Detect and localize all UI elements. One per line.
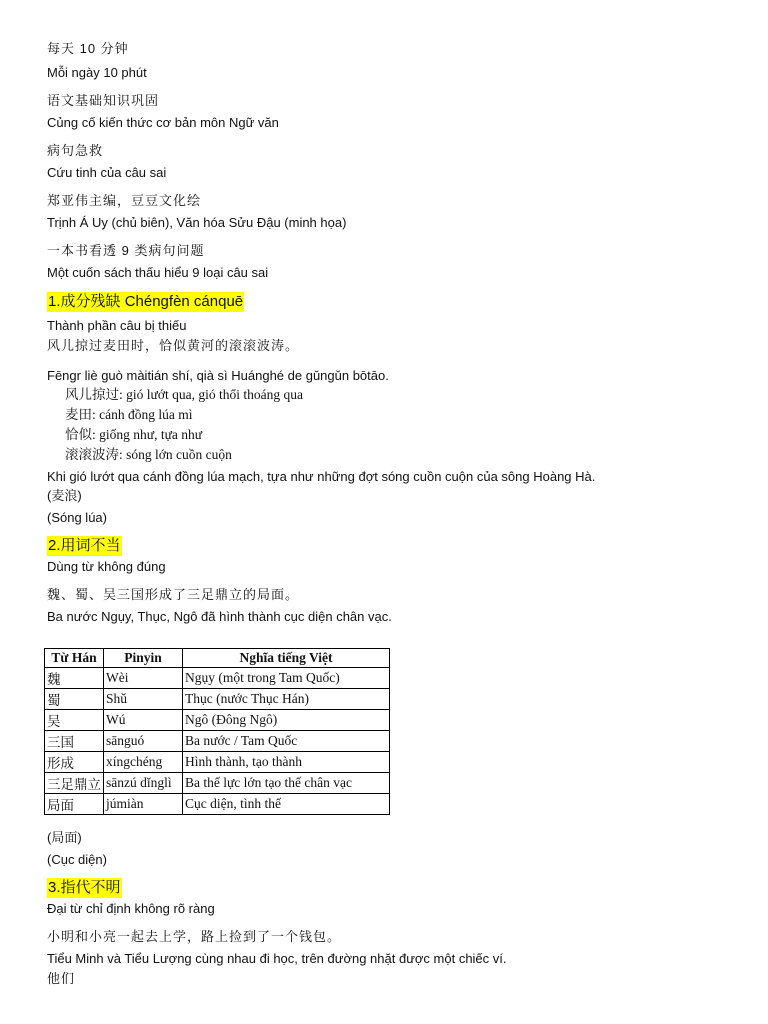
table-cell: Cục diện, tình thế [183,794,390,815]
section1-meaning: Thành phần câu bị thiếu [47,318,187,333]
table-row [45,752,390,773]
table-header: Nghĩa tiếng Việt [183,649,390,668]
intro-book-cn: 病句急救 [47,143,104,158]
table-row [45,731,390,752]
table-cell: Thục (nước Thục Hán) [183,689,390,710]
table-cell: sānguó [104,731,183,752]
intro-book-vi: Cứu tinh của câu sai [47,165,167,180]
table-row [45,773,390,794]
section1-heading [47,292,244,312]
table-cell: xíngchéng [104,752,183,773]
section3-translation: Tiểu Minh và Tiểu Lượng cùng nhau đi học, trên đường nhặt được một chiếc ví. [47,951,507,966]
intro-subtitle-vi: Củng cố kiến thức cơ bản môn Ngữ văn [47,115,279,130]
table-cell: 吴 [45,710,104,731]
table-cell: 三国 [45,731,104,752]
section1-vocab-list [47,385,303,465]
table-row [45,710,390,731]
intro-tagline-cn: 一本书看透 9 类病句问题 [47,243,205,258]
intro-title-cn: 每天 10 分钟 [47,41,129,56]
section1-answer-cn: (麦浪) [47,488,82,503]
section3-meaning: Đại từ chỉ định không rõ ràng [47,901,215,916]
vocab-item: 滚滚波涛: sóng lớn cuồn cuộn [65,447,232,462]
section2-meaning: Dùng từ không đúng [47,559,166,574]
table-header-row [45,649,390,668]
section1-heading-num: 1. [48,293,61,310]
section2-heading [47,536,122,556]
table-cell: Ba thế lực lớn tạo thế chân vạc [183,773,390,794]
table-header: Từ Hán [45,649,104,668]
table-cell: sānzú dǐnglì [104,773,183,794]
table-cell: Wú [104,710,183,731]
table-cell: 蜀 [45,689,104,710]
table-cell: júmiàn [104,794,183,815]
table-row [45,668,390,689]
intro-tagline-vi: Một cuốn sách thấu hiểu 9 loại câu sai [47,265,269,280]
section3-tail-cn: 他们 [47,971,76,986]
section2-answer-cn: (局面) [47,830,82,845]
vocab-item: 麦田: cánh đồng lúa mì [65,407,193,422]
table-cell: Shǔ [104,689,183,710]
section1-translation: Khi gió lướt qua cánh đồng lúa mạch, tựa như những đợt sóng cuồn cuộn của sông Hoàng Hà. [47,469,596,484]
section3-example-cn: 小明和小亮一起去上学，路上捡到了一个钱包。 [47,929,342,944]
section2-translation: Ba nước Ngụy, Thục, Ngô đã hình thành cục diện chân vạc. [47,609,392,624]
section1-heading-pinyin: Chéngfèn cánquē [120,293,244,310]
section2-heading-highlight: 2.用词不当 [48,537,121,554]
table-cell: Wèi [104,668,183,689]
vocab-item: 风儿掠过: gió lướt qua, gió thổi thoáng qua [65,387,303,402]
section3-heading-highlight: 3.指代不明 [48,879,121,896]
table-row [45,794,390,815]
table-cell: Hình thành, tạo thành [183,752,390,773]
table-row [45,689,390,710]
table-cell: Ngụy (một trong Tam Quốc) [183,668,390,689]
intro-author-vi: Trịnh Á Uy (chủ biên), Văn hóa Sửu Đậu (minh họa) [47,215,347,230]
intro-subtitle-cn: 语文基础知识巩固 [47,93,160,108]
section1-heading-highlight [47,292,244,312]
section3-heading [47,878,122,898]
table-cell: 魏 [45,668,104,689]
table-cell: 三足鼎立 [45,773,104,794]
table-cell: Ngô (Đông Ngô) [183,710,390,731]
section2-answer-vi: (Cục diện) [47,852,107,867]
intro-title-vi: Mỗi ngày 10 phút [47,65,147,80]
table-cell: 局面 [45,794,104,815]
table-cell: 形成 [45,752,104,773]
section2-example-cn: 魏、蜀、吴三国形成了三足鼎立的局面。 [47,587,300,602]
vocab-table [44,648,390,815]
section1-heading-cn: 成分残缺 [60,293,121,310]
section1-answer-vi: (Sóng lúa) [47,510,107,525]
vocab-item: 恰似: giống như, tựa như [65,427,203,442]
section1-example-cn: 风儿掠过麦田时，恰似黄河的滚滚波涛。 [47,338,300,353]
table-cell: Ba nước / Tam Quốc [183,731,390,752]
table-header: Pinyin [104,649,183,668]
intro-author-cn: 郑亚伟主编，豆豆文化绘 [47,193,202,208]
section1-example-pinyin: Fēngr liè guò màitián shí, qià sì Huánghé de gǔngǔn bōtāo. [47,368,389,383]
